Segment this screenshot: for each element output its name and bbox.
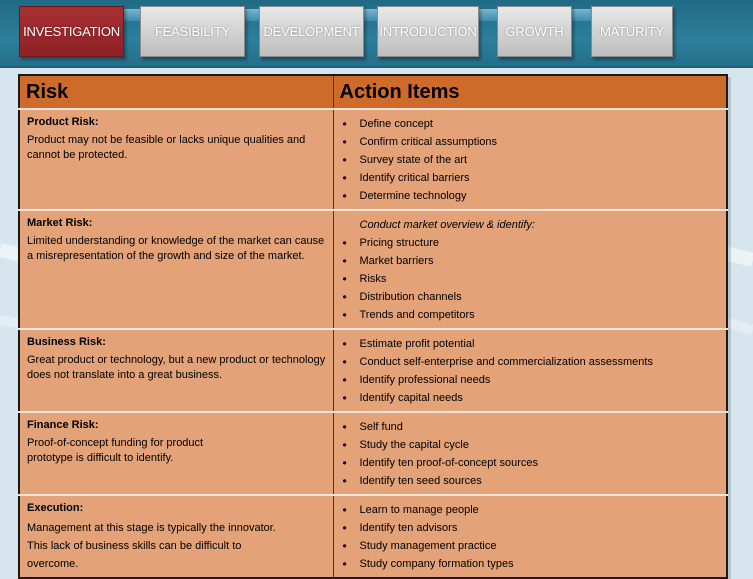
table-row (19, 109, 727, 210)
actions-cell (333, 109, 727, 210)
list-item: • Determine technology (341, 187, 720, 205)
action-list (341, 335, 720, 407)
stage-maturity[interactable] (591, 6, 673, 57)
risk-cell (19, 329, 333, 412)
risk-description: Limited understanding or knowledge of the market can cause a misrepresentation of the growth and size of the market. (27, 235, 325, 262)
list-item: • Identify critical barriers (341, 169, 720, 187)
list-item: • Distribution channels (341, 288, 720, 306)
risk-cell (19, 412, 333, 495)
stage-navigation-bar (0, 0, 753, 68)
risk-title: Product Risk: (27, 116, 99, 128)
action-list (341, 501, 720, 573)
list-item: • Identify ten proof-of-concept sources (341, 454, 720, 472)
stage-feasibility[interactable] (140, 6, 245, 57)
risk-cell (19, 210, 333, 329)
list-item: • Confirm critical assumptions (341, 133, 720, 151)
list-item: • Self fund (341, 418, 720, 436)
stage-label: FEASIBILITY (154, 24, 231, 39)
table-row (19, 210, 727, 329)
table-row (19, 495, 727, 578)
stage-label: INTRODUCTION (379, 24, 477, 39)
risk-title: Finance Risk: (27, 419, 99, 431)
risk-title: Market Risk: (27, 217, 93, 229)
risk-description: Proof-of-concept funding for product prototype is difficult to identify. (27, 437, 204, 464)
actions-cell (333, 495, 727, 578)
list-item: • Risks (341, 270, 720, 288)
list-item: • Define concept (341, 115, 720, 133)
list-item: • Study management practice (341, 537, 720, 555)
stage-label: INVESTIGATION (23, 24, 120, 39)
action-list (341, 418, 720, 490)
list-item: • Conduct self-enterprise and commercialization assessments (341, 353, 720, 371)
action-list (341, 115, 720, 205)
stage-development[interactable] (259, 6, 364, 57)
stage-growth[interactable] (497, 6, 572, 57)
list-item: • Trends and competitors (341, 306, 720, 324)
stage-label: DEVELOPMENT (263, 24, 360, 39)
list-item: • Identify capital needs (341, 389, 720, 407)
table-row (19, 412, 727, 495)
risk-description: Product may not be feasible or lacks unique qualities and cannot be protected. (27, 134, 306, 161)
risk-title: Business Risk: (27, 336, 106, 348)
risk-cell (19, 109, 333, 210)
list-item: • Survey state of the art (341, 151, 720, 169)
action-lead-text: Conduct market overview & identify: (359, 219, 535, 231)
actions-cell (333, 210, 727, 329)
actions-column-header: Action Items (333, 75, 727, 109)
list-item: • Identify ten seed sources (341, 472, 720, 490)
action-list (341, 234, 720, 324)
list-item: • Identify ten advisors (341, 519, 720, 537)
risk-cell (19, 495, 333, 578)
stage-label: GROWTH (505, 24, 564, 39)
risk-action-table (18, 74, 728, 579)
list-item: • Study the capital cycle (341, 436, 720, 454)
list-item: • Identify professional needs (341, 371, 720, 389)
risk-title: Execution: (27, 502, 84, 514)
list-item: • Estimate profit potential (341, 335, 720, 353)
list-item: • Learn to manage people (341, 501, 720, 519)
actions-cell (333, 412, 727, 495)
risk-description: Great product or technology, but a new product or technology does not translate into a great business. (27, 354, 326, 381)
list-item: • Study company formation types (341, 555, 720, 573)
table-header-row (19, 75, 727, 109)
stage-label: MATURITY (600, 24, 664, 39)
risk-description: Management at this stage is typically the innovator. This lack of business skills can be difficult to overcome. (27, 522, 276, 570)
risk-column-header: Risk (19, 75, 333, 109)
stage-investigation[interactable] (19, 6, 124, 57)
stage-introduction[interactable] (377, 6, 479, 57)
list-item: • Pricing structure (341, 234, 720, 252)
table-row (19, 329, 727, 412)
actions-cell (333, 329, 727, 412)
list-item: • Market barriers (341, 252, 720, 270)
